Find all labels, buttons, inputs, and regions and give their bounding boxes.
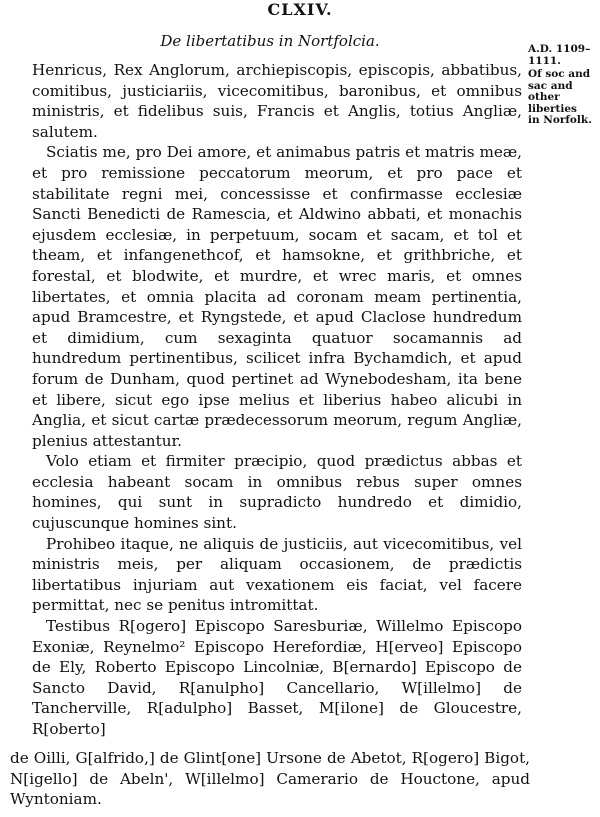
- witness-paragraph: Testibus R[ogero] Episcopo Saresburiæ, Willelmo Episcopo Exoniæ, Reynelmo² Episcopo Herefordiæ, H[erveo] Episcopo de Ely, Roberto Episcopo Lincolniæ, B[ernardo] Episcopo de Sancto David, R[anulpho] Cancellario, W[illelmo] de Tancherville, R[adulpho] Basset, M[ilone] de Gloucestre, R[oberto]: [32, 617, 522, 738]
- witness-continuation: [10, 748, 530, 810]
- soke-paragraph: Volo etiam et firmiter præcipio, quod prædictus abbas et ecclesia habeant socam in omnibus rebus super omnes homines, qui sunt in supradicto hundredo et dimidio, cujuscunque homines sint.: [32, 452, 522, 533]
- charter-title: De libertatibus in Nortfolcia.: [160, 32, 380, 50]
- charter-number: CLXIV.: [267, 0, 333, 19]
- margin-date: A.D. 1109–1111.: [528, 43, 591, 67]
- continuation-text: de Oilli, G[alfrido,] de Glint[one] Ursone de Abetot, R[ogero] Bigot, N[igello] de Abeln', W[illelmo] Camerario de Houctone, apud Wyntoniam.: [10, 749, 530, 809]
- margin-summary: Of soc and sac and other liberties in Norfolk.: [528, 68, 592, 126]
- charter-body: [32, 60, 522, 740]
- grant-paragraph: Sciatis me, pro Dei amore, et animabus patris et matris meæ, et pro remissione peccatorum meorum, et pro pace et stabilitate regni mei, concessisse et confirmasse ecclesiæ Sancti Benedicti de Ramescia, et Aldwino abbati, et monachis ejusdem ecclesiæ, in perpetuum, socam et sacam, et tol et theam, et infangenethcof, et hamsokne, et grithbriche, et forestal, et blodwite, et murdre, et wrec maris, et omnes libertates, et omnia placita ad coronam meam pertinentia, apud Bramcestre, et Ryngstede, et apud Claclose hundredum et dimidium, cum sexaginta quatuor socamannis ad hundredum pertinentibus, scilicet infra Bychamdich, et apud forum de Dunham, quod pertinet ad Wynebodesham, ita bene et libere, sicut ego ipse melius et liberius habeo alicubi in Anglia, et sicut cartæ prædecessorum meorum, regum Angliæ, plenius attestantur.: [32, 143, 522, 450]
- margin-note: [528, 44, 592, 127]
- salutation-paragraph: Henricus, Rex Anglorum, archiepiscopis, episcopis, abbatibus, comitibus, justiciariis, vicecomitibus, baronibus, et omnibus ministris, et fidelibus suis, Francis et Anglis, totius Angliæ, salutem.: [32, 61, 522, 141]
- prohibition-paragraph: Prohibeo itaque, ne aliquis de justiciis, aut vicecomitibus, vel ministris meis, per aliquam occasionem, de prædictis libertatibus injuriam aut vexationem eis faciat, vel facere permittat, nec se penitus intromittat.: [32, 534, 522, 615]
